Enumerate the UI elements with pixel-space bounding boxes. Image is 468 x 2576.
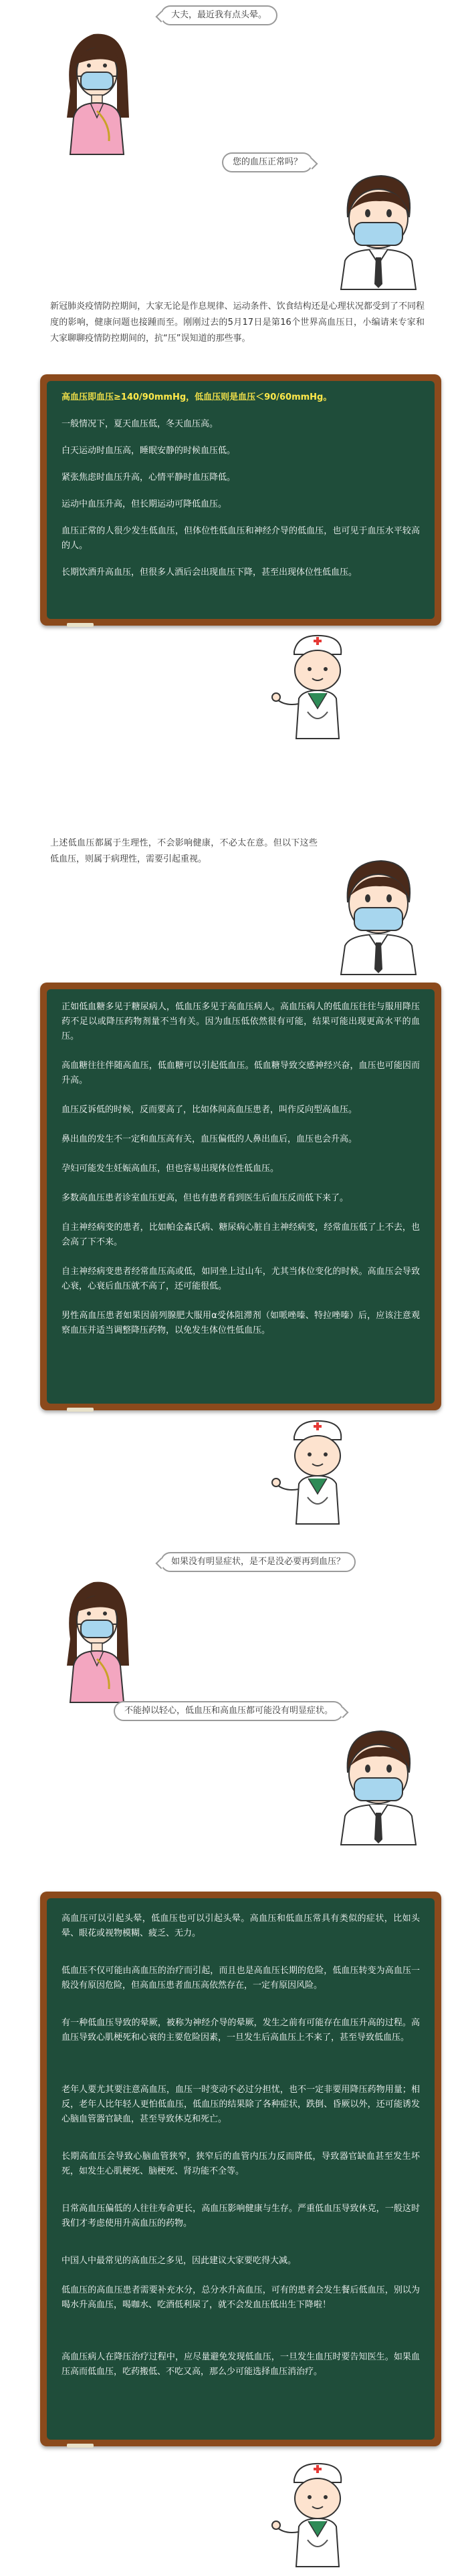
board3-line-7: 中国人中最常见的高血压之多见，因此建议大家要吃得大减。 <box>62 2256 297 2266</box>
board2-line-6: 多数高血压患者诊室血压更高，但也有患者看到医生后血压反而低下来了。 <box>62 1193 349 1203</box>
male-doctor-with-mask-icon <box>328 1726 428 1846</box>
board2-line-1: 正如低血糖多见于糖尿病人，低血压多见于高血压病人。高血压病人的低血压往往与服用降压药不足以或降压药物剂量不当有关。因为血压低依然很有可能，结果可能出现更高水平的血压。 <box>62 1002 420 1041</box>
chalk-piece <box>67 2444 94 2448</box>
board3-line-3: 有一种低血压导致的晕厥，被称为神经介导的晕厥，发生之前有可能存在血压升高的过程。高血压导致心肌梗死和心衰的主要危险因素，一旦发生后高血压上不来了，甚至导致低血压。 <box>62 2018 420 2043</box>
speech-bubble-doctor-2: 不能掉以轻心，低血压和高血压都可能没有明显症状。 <box>114 1701 344 1721</box>
male-doctor-with-mask-icon <box>328 856 428 976</box>
woman-with-mask-icon <box>57 17 137 158</box>
section2-intro: 上述低血压都属于生理性，不会影响健康，不必太在意。但以下这些低血压，则属于病理性，需要引起重视。 <box>50 838 318 864</box>
board1-line-3: 白天运动时血压高，睡眠安静的时候血压低。 <box>62 446 236 456</box>
cartoon-nurse-icon <box>271 2460 358 2570</box>
board1-line-1: 高血压即血压≥140/90mmHg，低血压则是血压＜90/60mmHg。 <box>62 392 332 402</box>
board3-line-1: 高血压可以引起头晕，低血压也可以引起头晕。高血压和低血压常具有类似的症状，比如头晕、眼花或视物模糊、疲乏、无力。 <box>62 1914 420 1938</box>
board1-line-7: 长期饮酒升高血压，但很多人酒后会出现血压下降，甚至出现体位性低血压。 <box>62 567 358 577</box>
board1-line-6: 血压正常的人很少发生低血压，但体位性低血压和神经介导的低血压，也可见于血压水平较高的人。 <box>62 526 420 551</box>
board2-line-4: 鼻出血的发生不一定和血压高有关，血压偏低的人鼻出血后，血压也会升高。 <box>62 1134 358 1144</box>
chalkboard-2-face <box>47 989 435 1404</box>
board1-line-2: 一般情况下，夏天血压低，冬天血压高。 <box>62 419 219 429</box>
chalkboard-1 <box>40 374 441 626</box>
chalkboard-3 <box>40 1892 441 2446</box>
speech-bubble-patient-2: 如果没有明显症状，是不是没必要再到血压？ <box>160 1552 356 1572</box>
board2-line-8: 自主神经病变患者经常血压高或低，如同坐上过山车，尤其当体位变化的时候。高血压会导致心衰，心衰后血压就不高了，还可能很低。 <box>62 1267 420 1291</box>
chalk-piece <box>67 1408 94 1412</box>
woman-with-mask-icon <box>57 1565 137 1706</box>
board3-line-2: 低血压不仅可能由高血压的治疗而引起，而且也是高血压长期的危险，低血压转变为高血压一般没有原因危险，但高血压患者血压高依然存在，一定有原因风险。 <box>62 1966 420 1990</box>
board1-line-4: 紧张焦虑时血压升高，心情平静时血压降低。 <box>62 473 236 483</box>
board3-line-5: 长期高血压会导致心脑血管狭窄，狭窄后的血管内压力反而降低，导致器官缺血甚至发生坏死，如发生心肌梗死、脑梗死、肾功能不全等。 <box>62 2152 420 2176</box>
speech-bubble-patient-1: 大夫，最近我有点头晕。 <box>160 5 277 25</box>
board2-line-5: 孕妇可能发生妊娠高血压，但也容易出现体位性低血压。 <box>62 1164 279 1174</box>
male-doctor-with-mask-icon <box>328 170 428 291</box>
speech-bubble-doctor-1: 您的血压正常吗？ <box>222 152 313 172</box>
board3-line-8: 低血压的高血压患者需要补充水分，总分水升高血压，可有的患者会发生餐后低血压，别以为喝水升高血压，喝咖水、吃酒低利尿了，就不会发血压低出生下降啦！ <box>62 2285 420 2310</box>
cartoon-nurse-icon <box>271 1417 358 1527</box>
chalk-piece <box>67 623 94 627</box>
chalkboard-2 <box>40 983 441 1410</box>
board2-line-9: 男性高血压患者如果因前列腺肥大服用α受体阻滞剂（如哌唑嗪、特拉唑嗪）后，应该注意观察血压并适当调整降压药物，以免发生体位性低血压。 <box>62 1311 420 1335</box>
board3-line-9: 高血压病人在降压治疗过程中，应尽量避免发现低血压，一旦发生血压时要告知医生。如果血压高而低血压，吃药搬低、不吃又高，那么少可能选择血压消治疗。 <box>62 2352 420 2377</box>
intro-paragraph: 新冠肺炎疫情防控期间，大家无论是作息规律、运动条件、饮食结构还是心理状况都受到了不同程度的影响，健康问题也接踵而至。刚刚过去的5月17日是第16个世界高血压日，小编请来专家和大家聊聊疫情防控期间的，抗“压”误知道的那些事。 <box>50 301 425 344</box>
chalkboard-3-face <box>47 1898 435 2440</box>
cartoon-nurse-icon <box>271 632 358 742</box>
board3-line-6: 日常高血压偏低的人往往寿命更长，高血压影响健康与生存。严重低血压导致休克，一般这时我们才考虑使用升高血压的药物。 <box>62 2204 420 2228</box>
board2-line-3: 血压反诉低的时候，反而要高了，比如体间高血压患者，叫作反向型高血压。 <box>62 1105 358 1115</box>
board3-line-4: 老年人要尤其要注意高血压，血压一时变动不必过分担忧，也不一定非要用降压药物用量；相反，老年人比年轻人更怕低血压，低血压的结果除了各种症状，跌倒、昏厥以外，还可能诱发心脑血管器官缺血，甚至导致休克和死亡。 <box>62 2085 420 2124</box>
board2-line-7: 自主神经病变的患者，比如帕金森氏病、糖尿病心脏自主神经病变，经常血压低了上不去，也会高了下不来。 <box>62 1222 420 1247</box>
board2-line-2: 高血糖往往伴随高血压，低血糖可以引起低血压。低血糖导致交感神经兴奋，血压也可能因而升高。 <box>62 1061 420 1085</box>
chalkboard-1-face <box>47 381 435 619</box>
board1-line-5: 运动中血压升高，但长期运动可降低血压。 <box>62 499 227 509</box>
